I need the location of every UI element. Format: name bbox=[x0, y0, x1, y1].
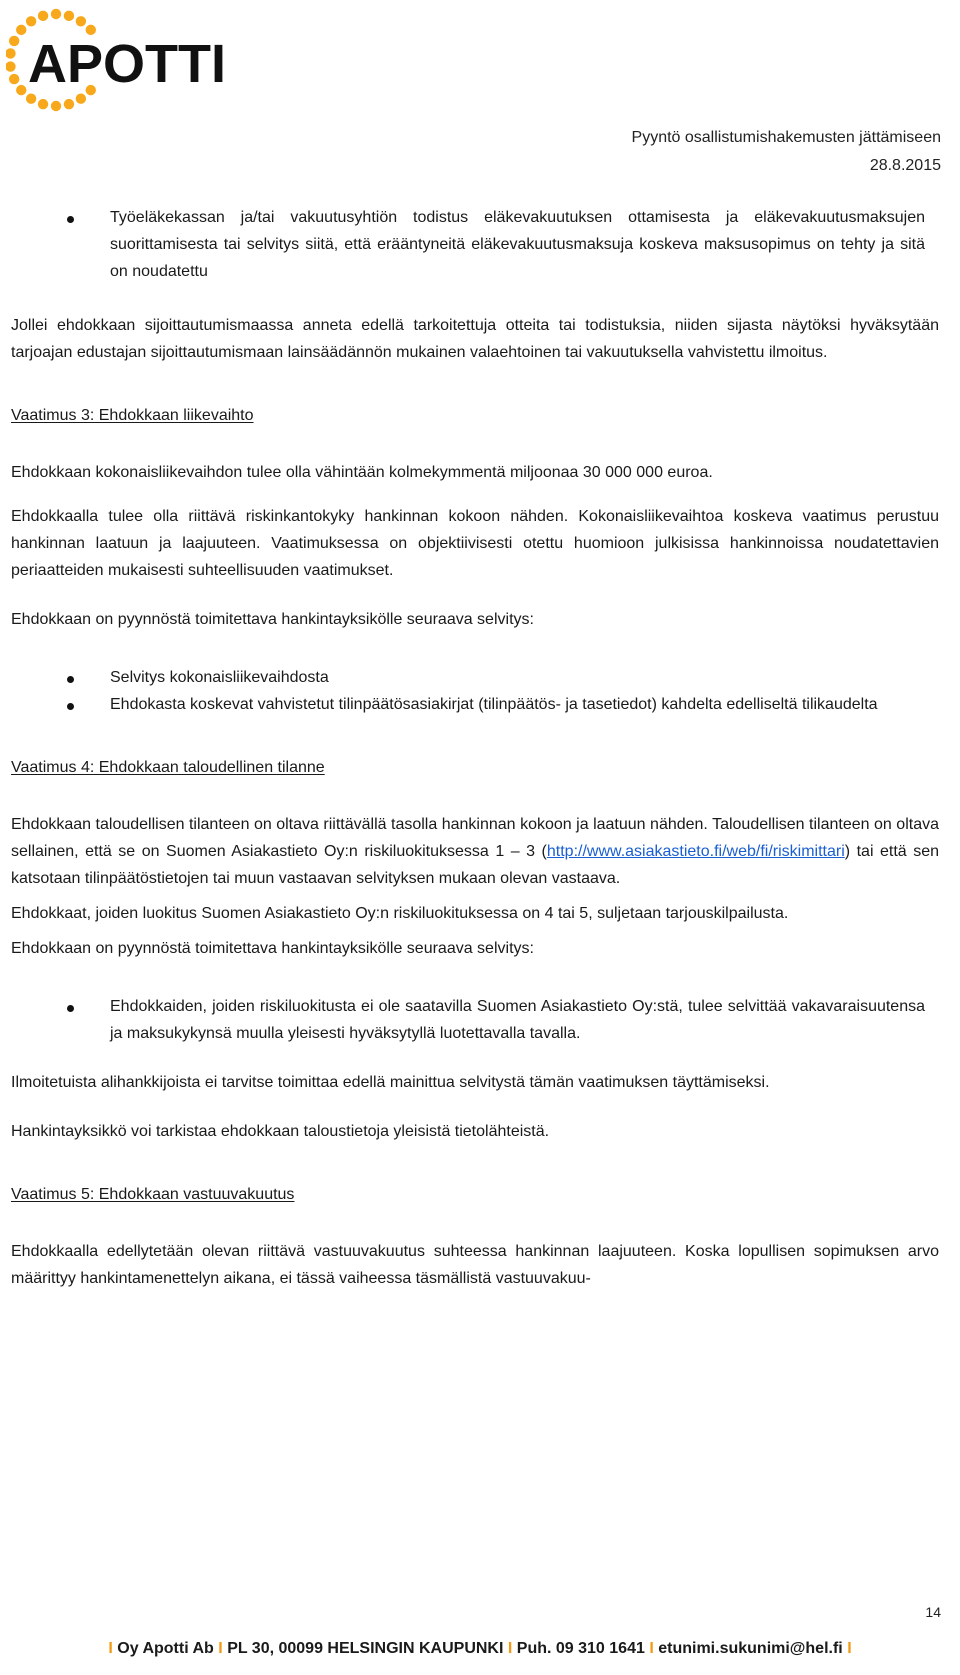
footer-separator: I bbox=[847, 1640, 852, 1657]
section-heading-vaatimus-4: Vaatimus 4: Ehdokkaan taloudellinen tilanne bbox=[11, 759, 325, 776]
page-footer bbox=[0, 1640, 960, 1658]
logo-dot bbox=[76, 16, 86, 26]
bullet-list-1 bbox=[11, 204, 939, 285]
paragraph: Ehdokkaalla edellytetään olevan riittävä vastuuvakuutus suhteessa hankinnan laajuuteen. Koska lopullisen sopimuksen arvo määrittyy hankintamenettelyn aikana, ei tässä vaiheessa täsmällistä vastuuvakuu- bbox=[11, 1243, 939, 1287]
page-number: 14 bbox=[925, 1604, 941, 1620]
footer-separator: I bbox=[507, 1640, 513, 1657]
bullet-icon bbox=[67, 676, 74, 683]
document-header bbox=[632, 124, 941, 180]
logo-dot bbox=[9, 36, 19, 46]
footer-separator: I bbox=[649, 1640, 654, 1657]
list-item: Työeläkekassan ja/tai vakuutusyhtiön todistus eläkevakuutuksen ottamisesta ja eläkevakuutusmaksujen suorittamisesta tai selvitys siitä, että erääntyneitä eläkevakuutusmaksuja koskeva maksusopimus on tehty ja sitä on noudatettu bbox=[11, 204, 939, 285]
bullet-icon bbox=[67, 1005, 74, 1012]
logo-dot bbox=[51, 101, 61, 111]
logo-dot bbox=[38, 99, 48, 109]
logo-dot bbox=[16, 25, 26, 35]
section-heading-vaatimus-3: Vaatimus 3: Ehdokkaan liikevaihto bbox=[11, 407, 254, 424]
apotti-logo bbox=[6, 4, 246, 122]
list-item: Ehdokasta koskevat vahvistetut tilinpäätösasiakirjat (tilinpäätös- ja tasetiedot) kahdelta edelliseltä tilikaudelta bbox=[11, 691, 939, 718]
logo-dot bbox=[6, 48, 16, 58]
bullet-icon bbox=[67, 703, 74, 710]
logo-dot bbox=[38, 11, 48, 21]
logo-dot bbox=[64, 11, 74, 21]
document-title: Pyyntö osallistumishakemusten jättämiseen bbox=[631, 129, 941, 146]
paragraph: Ehdokkaan kokonaisliikevaihdon tulee olla vähintään kolmekymmentä miljoonaa 30 000 000 euroa. bbox=[11, 464, 713, 481]
logo-wordmark: APOTTI bbox=[28, 34, 226, 94]
footer-email: etunimi.sukunimi@hel.fi bbox=[658, 1640, 843, 1657]
paragraph: Jollei ehdokkaan sijoittautumismaassa anneta edellä tarkoitettuja otteita tai todistuksia, niiden sijasta näytöksi hyväksytään tarjoajan edustajan sijoittautumismaan lainsäädännön mukainen valaehtoinen tai vakuutuksella vahvistettu ilmoitus. bbox=[11, 317, 939, 361]
paragraph: Ehdokkaat, joiden luokitus Suomen Asiakastieto Oy:n riskiluokituksessa on 4 tai 5, suljetaan tarjouskilpailusta. bbox=[11, 905, 789, 922]
list-item: Selvitys kokonaisliikevaihdosta bbox=[11, 664, 939, 691]
logo-dot bbox=[76, 93, 86, 103]
logo-dot bbox=[6, 61, 16, 71]
bullet-list-2 bbox=[11, 664, 939, 718]
footer-company: Oy Apotti Ab bbox=[117, 1640, 214, 1657]
paragraph: Hankintayksikkö voi tarkistaa ehdokkaan taloustietoja yleisistä tietolähteistä. bbox=[11, 1123, 550, 1140]
list-item: Ehdokkaiden, joiden riskiluokitusta ei ole saatavilla Suomen Asiakastieto Oy:stä, tulee selvittää vakavaraisuutensa ja maksukykynsä muulla yleisesti hyväksytyllä luotettavalla tavalla. bbox=[11, 993, 939, 1047]
logo-dot bbox=[26, 93, 36, 103]
apotti-logo-graphic bbox=[6, 4, 246, 122]
document-date: 28.8.2015 bbox=[869, 157, 941, 174]
paragraph: Ehdokkaalla tulee olla riittävä riskinkantokyky hankinnan kokoon nähden. Kokonaisliikevaihtoa koskeva vaatimus perustuu hankinnan laatuun ja laajuuteen. Vaatimuksessa on objektiivisesti otettu huomioon julkisissa hankinnoissa noudatettavien periaatteiden mukaisesti suhteellisuuden vaatimukset. bbox=[11, 508, 939, 579]
logo-dot bbox=[51, 9, 61, 19]
paragraph: Ehdokkaan on pyynnöstä toimitettava hankintayksikölle seuraava selvitys: bbox=[11, 611, 534, 628]
logo-dot bbox=[64, 99, 74, 109]
footer-phone: Puh. 09 310 1641 bbox=[516, 1640, 645, 1657]
riskimittari-link[interactable]: http://www.asiakastieto.fi/web/fi/riskimittari bbox=[546, 843, 845, 860]
section-heading-vaatimus-5: Vaatimus 5: Ehdokkaan vastuuvakuutus bbox=[11, 1186, 295, 1203]
paragraph: Ehdokkaan on pyynnöstä toimitettava hankintayksikölle seuraava selvitys: bbox=[11, 940, 534, 957]
paragraph: Ilmoitetuista alihankkijoista ei tarvitse toimittaa edellä mainittua selvitystä tämän vaatimuksen täyttämiseksi. bbox=[11, 1074, 770, 1091]
document-body bbox=[11, 204, 939, 1292]
bullet-icon bbox=[67, 216, 74, 223]
logo-dot bbox=[26, 16, 36, 26]
logo-dot bbox=[16, 85, 26, 95]
footer-separator: I bbox=[108, 1640, 113, 1657]
bullet-list-3 bbox=[11, 993, 939, 1047]
footer-address: PL 30, 00099 HELSINGIN KAUPUNKI bbox=[227, 1640, 504, 1657]
paragraph: Ehdokkaan taloudellisen tilanteen on oltava riittävällä tasolla hankinnan kokoon ja laatuun nähden. Taloudellisen tilanteen on oltava sellainen, että se on Suomen Asiakastieto Oy:n riskiluokituksessa 1 – 3 (http://www.asiakastieto.fi/web/fi/riskimittari) tai että sen katsotaan tilinpäätöstietojen tai muun vastaavan selvityksen mukaan olevan vastaava. bbox=[11, 816, 940, 887]
logo-dot bbox=[9, 74, 19, 84]
footer-separator: I bbox=[218, 1640, 223, 1657]
